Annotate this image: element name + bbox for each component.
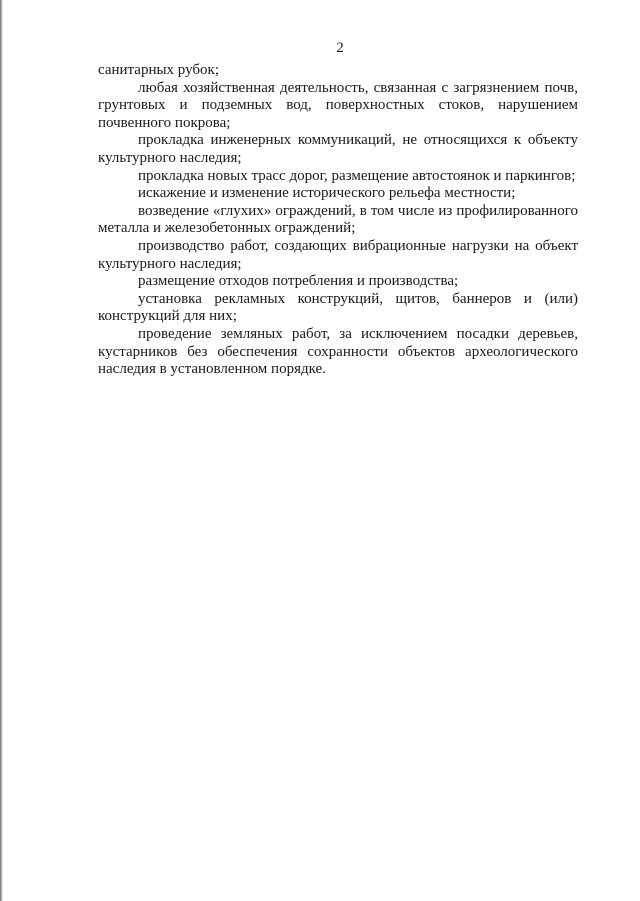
paragraph-earthworks: проведение земляных работ, за исключением посадки деревьев, кустарников без обеспечения сохранности объектов археологического наследия в установленном порядке. bbox=[98, 325, 578, 378]
paragraph-relief-distortion: искажение и изменение исторического рельефа местности; bbox=[138, 185, 516, 202]
page-number: 2 bbox=[336, 40, 344, 56]
paragraph-advertising-structures: установка рекламных конструкций, щитов, баннеров и (или) конструкций для них; bbox=[98, 290, 578, 325]
paragraph-vibration-works: производство работ, создающих вибрационные нагрузки на объект культурного наследия; bbox=[98, 237, 578, 272]
paragraph-economic-activity: любая хозяйственная деятельность, связанная с загрязнением почв, грунтовых и подземных вод, поверхностных стоков, нарушением почвенного покрова; bbox=[98, 79, 578, 131]
scan-edge bbox=[0, 0, 3, 901]
document-body bbox=[98, 62, 578, 379]
paragraph-engineering-communications: прокладка инженерных коммуникаций, не относящихся к объекту культурного наследия; bbox=[98, 132, 578, 166]
paragraph-new-roads: прокладка новых трасс дорог, размещение автостоянок и паркингов; bbox=[138, 167, 576, 184]
paragraph-continuation: санитарных рубок; bbox=[98, 62, 219, 78]
paragraph-solid-fences: возведение «глухих» ограждений, в том числе из профилированного металла и железобетонных ограждений; bbox=[98, 202, 578, 237]
paragraph-waste-placement: размещение отходов потребления и производства; bbox=[138, 273, 459, 290]
